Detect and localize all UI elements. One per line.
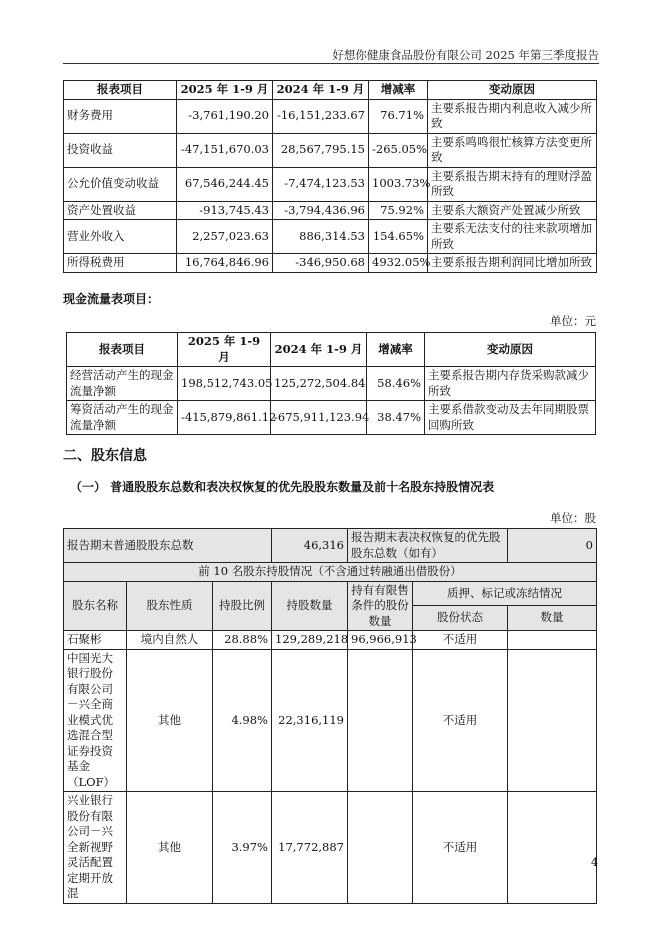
shareholder-quantity: 129,289,218 [272,631,348,650]
col-header-quantity: 持股数量 [272,581,348,631]
col-header-item: 报表项目 [64,81,177,100]
row-item: 资产处置收益 [64,201,177,220]
col-header-ratio: 持股比例 [213,581,272,631]
shareholders-unit: 单位：股 [550,511,596,525]
row-value-2025: 67,546,244.45 [177,167,273,201]
shareholder-name: 石聚彬 [64,631,127,650]
row-rate: 154.65% [369,220,428,254]
row-item: 投资收益 [64,133,177,167]
row-value-2025: 198,512,743.05 [178,367,271,401]
shareholder-name: 中国光大银行股份有限公司－兴全商业模式优选混合型证券投资基金（LOF） [64,649,127,792]
row-reason: 主要系鸣鸣很忙核算方法变更所致 [428,133,597,167]
table-row [64,220,597,254]
row-item: 筹资活动产生的现金流量净额 [67,401,178,435]
row-rate: 58.46% [367,367,425,401]
col-header-status: 股份状态 [413,606,508,631]
row-item: 经营活动产生的现金流量净额 [67,367,178,401]
col-header-item: 报表项目 [67,333,178,367]
col-header-reason: 变动原因 [428,81,597,100]
row-value-2025: 2,257,023.63 [177,220,273,254]
table-row [67,367,596,401]
table-header-row [67,333,596,367]
row-rate: 4932.05% [369,254,428,273]
shareholder-restricted: 96,966,913 [348,631,413,650]
shareholder-quantity: 17,772,887 [272,792,348,904]
header-divider [63,63,599,64]
shareholder-ratio: 28.88% [213,631,272,650]
col-header-2025: 2025 年 1-9 月 [177,81,273,100]
table-row [64,631,597,650]
preferred-shareholders-value: 0 [508,529,597,563]
col-header-nature: 股东性质 [127,581,213,631]
col-header-amount: 数量 [508,606,597,631]
col-header-reason: 变动原因 [425,333,596,367]
row-item: 所得税费用 [64,254,177,273]
shareholder-restricted [348,649,413,792]
preferred-shareholders-label: 报告期末表决权恢复的优先股股东总数（如有） [348,529,508,563]
table-row [64,167,597,201]
table-row [67,401,596,435]
shareholder-ratio: 4.98% [213,649,272,792]
row-reason: 主要系大额资产处置减少所致 [428,201,597,220]
col-header-pledge-group: 质押、标记或冻结情况 [413,581,597,606]
income-change-table [63,80,597,273]
row-rate: -265.05% [369,133,428,167]
row-value-2025: -3,761,190.20 [177,99,273,133]
shareholder-nature: 其他 [127,649,213,792]
cashflow-unit: 单位：元 [550,314,596,328]
row-rate: 76.71% [369,99,428,133]
table-row [64,201,597,220]
row-item: 营业外收入 [64,220,177,254]
shareholder-amount [508,631,597,650]
col-header-rate: 增减率 [367,333,425,367]
row-value-2024: -3,794,436.96 [273,201,369,220]
shareholder-status: 不适用 [413,631,508,650]
row-value-2025: -415,879,861.12 [178,401,271,435]
row-reason: 主要系报告期内存货采购款减少所致 [425,367,596,401]
total-shareholders-value: 46,316 [272,529,348,563]
total-shareholders-label: 报告期末普通股股东总数 [64,529,272,563]
page-header: 好想你健康食品股份有限公司 2025 年第三季度报告 [332,48,599,62]
row-reason: 主要系报告期末持有的理财浮盈所致 [428,167,597,201]
row-rate: 75.92% [369,201,428,220]
shareholder-ratio: 3.97% [213,792,272,904]
cashflow-section-label: 现金流量表项目： [63,292,160,306]
cashflow-table [66,332,596,435]
row-reason: 主要系借款变动及去年同期股票回购所致 [425,401,596,435]
row-value-2024: -16,151,233.67 [273,99,369,133]
row-rate: 1003.73% [369,167,428,201]
shareholder-amount [508,649,597,792]
shareholder-status: 不适用 [413,649,508,792]
row-reason: 主要系报告期利润同比增加所致 [428,254,597,273]
row-reason: 主要系报告期内利息收入减少所致 [428,99,597,133]
row-value-2025: 16,764,846.96 [177,254,273,273]
row-value-2025: -47,151,670.03 [177,133,273,167]
table-header-row [64,81,597,100]
table-row [64,254,597,273]
shareholders-table [63,528,597,904]
col-header-name: 股东名称 [64,581,127,631]
col-header-restricted: 持有有限售条件的股份数量 [348,581,413,631]
row-value-2025: -913,745.43 [177,201,273,220]
shareholder-name: 兴业银行股份有限公司－兴全新视野灵活配置定期开放混 [64,792,127,904]
row-reason: 主要系无法支付的往来款项增加所致 [428,220,597,254]
row-value-2024: 886,314.53 [273,220,369,254]
col-header-2024: 2024 年 1-9 月 [273,81,369,100]
row-item: 公允价值变动收益 [64,167,177,201]
subsection-title: （一） 普通股股东总数和表决权恢复的优先股股东数量及前十名股东持股情况表 [70,480,495,494]
row-rate: 38.47% [367,401,425,435]
page-number: 4 [591,856,598,869]
shareholder-nature: 其他 [127,792,213,904]
col-header-rate: 增减率 [369,81,428,100]
shareholder-status: 不适用 [413,792,508,904]
table-row [64,649,597,792]
section-title-shareholders: 二、股东信息 [63,448,147,464]
col-header-2024: 2024 年 1-9 月 [271,333,367,367]
table-header-row [64,581,597,606]
table-row [64,99,597,133]
shareholder-nature: 境内自然人 [127,631,213,650]
row-value-2024: -346,950.68 [273,254,369,273]
shareholder-quantity: 22,316,119 [272,649,348,792]
shareholder-amount [508,792,597,904]
totals-row [64,529,597,563]
top10-title: 前 10 名股东持股情况（不含通过转融通出借股份） [64,563,597,582]
shareholder-restricted [348,792,413,904]
col-header-2025: 2025 年 1-9 月 [178,333,271,367]
row-value-2024: -675,911,123.94 [271,401,367,435]
row-value-2024: 28,567,795.15 [273,133,369,167]
row-item: 财务费用 [64,99,177,133]
top10-title-row [64,563,597,582]
table-row [64,133,597,167]
row-value-2024: -7,474,123.53 [273,167,369,201]
row-value-2024: 125,272,504.84 [271,367,367,401]
table-row [64,792,597,904]
